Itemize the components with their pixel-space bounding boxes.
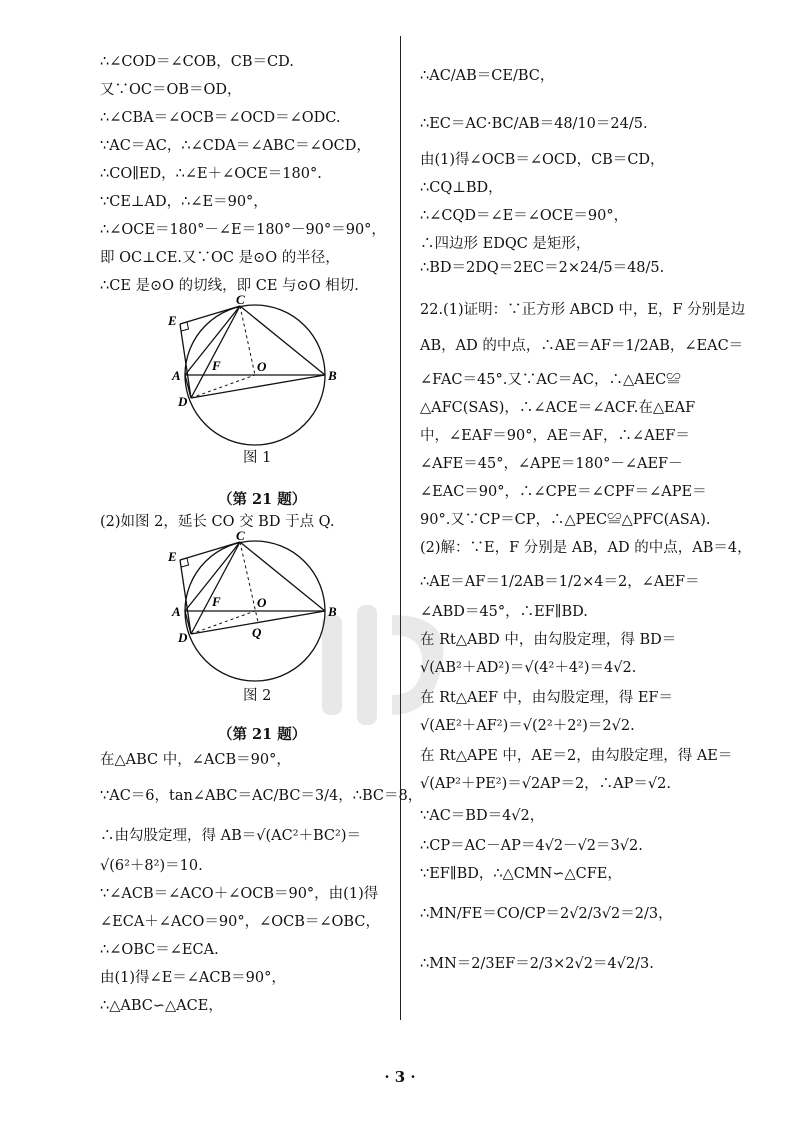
text-line: 即 OC⊥CE.又∵OC 是⊙O 的半径，	[100, 250, 340, 266]
label-f: F	[212, 358, 221, 373]
text-line: AB，AD 的中点，∴AE＝AF＝1/2AB，∠EAC＝	[420, 338, 744, 354]
text-line: ∴△ABC∽△ACE，	[100, 998, 223, 1014]
label-q: Q	[252, 625, 262, 640]
text-line: √(AB²＋AD²)＝√(4²＋4²)＝4√2.	[420, 660, 637, 676]
text-line: ∵CE⊥AD，∴∠E＝90°，	[100, 194, 268, 210]
text-line: 由(1)得∠OCB＝∠OCD，CB＝CD，	[420, 152, 665, 168]
figure-2-caption: 图 2	[243, 688, 272, 704]
text-line: 又∵OC＝OB＝OD，	[100, 82, 242, 98]
text-line: 在 Rt△AEF 中，由勾股定理，得 EF＝	[420, 690, 673, 706]
text-line: 90°.又∵CP＝CP，∴△PEC≌△PFC(ASA).	[420, 512, 711, 528]
text-line: ∴∠OBC＝∠ECA.	[100, 942, 219, 958]
text-line: ∴AE＝AF＝1/2AB＝1/2×4＝2，∠AEF＝	[420, 574, 700, 590]
figure-1-caption: 图 1	[243, 450, 272, 466]
text-line: (2)解：∵E，F 分别是 AB，AD 的中点，AB＝4，	[420, 540, 752, 556]
text-line: ∴CP＝AC－AP＝4√2－√2＝3√2.	[420, 838, 643, 854]
text-line: ∠AFE＝45°，∠APE＝180°－∠AEF－	[420, 456, 683, 472]
label-a: A	[172, 368, 181, 383]
text-line: ∠FAC＝45°.又∵AC＝AC，∴△AEC≌	[420, 372, 681, 388]
label-e: E	[168, 549, 177, 564]
label-b: B	[328, 604, 337, 619]
problem-label: （第 21 题）	[218, 491, 307, 508]
text-line: ∴∠OCE＝180°－∠E＝180°－90°＝90°，	[100, 222, 386, 238]
text-line: ∠ABD＝45°，∴EF∥BD.	[420, 604, 588, 620]
problem-label: （第 21 题）	[218, 726, 307, 743]
label-b: B	[328, 368, 337, 383]
problem-22-heading: 22.(1)证明：∵正方形 ABCD 中，E，F 分别是边	[420, 302, 746, 318]
text-line: ∴CO∥ED，∴∠E＋∠OCE＝180°.	[100, 166, 322, 182]
text-line: 中，∠EAF＝90°，AE＝AF，∴∠AEF＝	[420, 428, 690, 444]
text-line: ∴CQ⊥BD，	[420, 180, 503, 196]
text-line: ∴CE 是⊙O 的切线，即 CE 与⊙O 相切.	[100, 278, 359, 294]
text-line: √(6²＋8²)＝10.	[100, 858, 203, 874]
label-d: D	[178, 394, 188, 409]
label-c: C	[236, 292, 245, 307]
text-line: ∠ECA＋∠ACO＝90°，∠OCB＝∠OBC，	[100, 914, 380, 930]
column-divider	[400, 36, 401, 1020]
page-number: · 3 ·	[384, 1068, 416, 1086]
text-line: 在 Rt△ABD 中，由勾股定理，得 BD＝	[420, 632, 677, 648]
text-line: √(AE²＋AF²)＝√(2²＋2²)＝2√2.	[420, 718, 635, 734]
figure-1-diagram	[160, 292, 370, 455]
label-o: O	[257, 595, 267, 610]
text-line: ∵∠ACB＝∠ACO＋∠OCB＝90°，由(1)得	[100, 886, 379, 902]
text-line: ∵AC＝BD＝4√2，	[420, 808, 545, 824]
text-line: ∴EC＝AC·BC/AB＝48/10＝24/5.	[420, 116, 648, 132]
label-c: C	[236, 528, 245, 543]
text-line: ∴AC/AB＝CE/BC，	[420, 68, 555, 84]
text-line: √(AP²＋PE²)＝√2AP＝2，∴AP＝√2.	[420, 776, 671, 792]
text-line: ∴由勾股定理，得 AB＝√(AC²＋BC²)＝	[100, 828, 361, 844]
text-line: ∴MN/FE＝CO/CP＝2√2/3√2＝2/3，	[420, 906, 673, 922]
text-line: ∴∠CBA＝∠OCB＝∠OCD＝∠ODC.	[100, 110, 341, 126]
label-d: D	[178, 630, 188, 645]
text-line: ∴MN＝2/3EF＝2/3×2√2＝4√2/3.	[420, 956, 654, 972]
label-a: A	[172, 604, 181, 619]
text-line: ∵AC＝AC，∴∠CDA＝∠ABC＝∠OCD，	[100, 138, 371, 154]
label-e: E	[168, 313, 177, 328]
watermark-logo	[302, 585, 462, 745]
text-line: (2)如图 2，延长 CO 交 BD 于点 Q.	[100, 514, 335, 530]
text-line: ∵AC＝6，tan∠ABC＝AC/BC＝3/4，∴BC＝8，	[100, 788, 423, 804]
text-line: ∠EAC＝90°，∴∠CPE＝∠CPF＝∠APE＝	[420, 484, 707, 500]
text-line: ∵EF∥BD，∴△CMN∽△CFE，	[420, 866, 622, 882]
text-line: ∴∠COD＝∠COB，CB＝CD.	[100, 54, 294, 70]
text-line: 在△ABC 中，∠ACB＝90°，	[100, 752, 291, 768]
text-line: 在 Rt△APE 中，AE＝2，由勾股定理，得 AE＝	[420, 748, 733, 764]
text-line: ∴四边形 EDQC 是矩形，	[420, 236, 591, 252]
text-line: ∴BD＝2DQ＝2EC＝2×24/5＝48/5.	[420, 260, 665, 276]
text-line: △AFC(SAS)，∴∠ACE＝∠ACF.在△EAF	[420, 400, 696, 416]
label-o: O	[257, 359, 267, 374]
text-line: ∴∠CQD＝∠E＝∠OCE＝90°，	[420, 208, 629, 224]
text-line: 由(1)得∠E＝∠ACB＝90°，	[100, 970, 286, 986]
label-f: F	[212, 594, 221, 609]
